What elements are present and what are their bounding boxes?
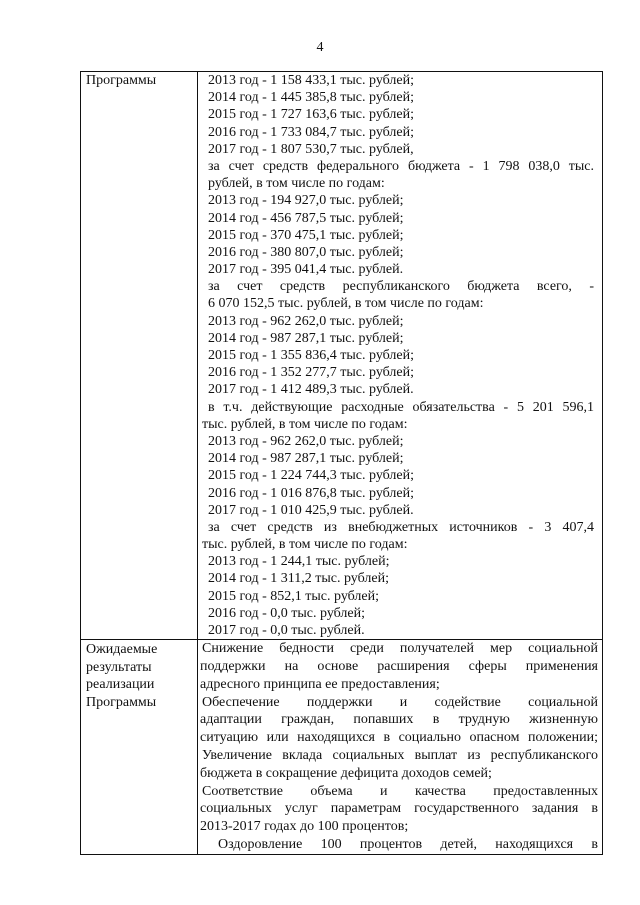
row-label-programs: Программы — [86, 73, 157, 88]
funding-line: 2017 год - 1 807 530,7 тыс. рублей, — [208, 141, 414, 157]
funding-line: тыс. рублей, в том числе по годам: — [202, 537, 408, 553]
funding-line: 2017 год - 0,0 тыс. рублей. — [208, 623, 365, 638]
funding-line: тыс. рублей, в том числе по годам: — [202, 416, 408, 432]
funding-cell — [198, 72, 603, 640]
funding-line: 2013 год - 1 158 433,1 тыс. рублей; — [208, 73, 415, 88]
funding-line: 6 070 152,5 тыс. рублей, в том числе по годам: — [208, 296, 484, 312]
results-line: ситуацию или находящихся в социально опасном положении; — [200, 730, 598, 746]
row-label-cell — [81, 640, 198, 855]
results-line: социальных услуг параметрам государственного задания в — [200, 801, 598, 817]
results-line: Увеличение вклада социальных выплат из республиканского — [202, 747, 598, 763]
funding-line: 2013 год - 194 927,0 тыс. рублей; — [208, 193, 404, 209]
results-line: бюджета в сокращение дефицита доходов семей; — [200, 765, 492, 781]
funding-line: 2014 год - 1 311,2 тыс. рублей; — [208, 571, 389, 587]
results-lines — [198, 640, 602, 854]
funding-line: 2013 год - 962 262,0 тыс. рублей; — [208, 313, 404, 329]
funding-line: 2013 год - 1 244,1 тыс. рублей; — [208, 554, 390, 570]
results-line: адресного принципа ее предоставления; — [200, 676, 440, 692]
funding-lines — [198, 72, 602, 639]
results-line: 2013-2017 годах до 100 процентов; — [200, 819, 409, 835]
funding-line: за счет средств из внебюджетных источников - 3 407,4 — [208, 519, 594, 535]
table-row-expected-results — [81, 640, 603, 855]
funding-line: 2013 год - 962 262,0 тыс. рублей; — [208, 433, 404, 449]
funding-line: рублей, в том числе по годам: — [208, 176, 385, 192]
funding-line: 2017 год - 395 041,4 тыс. рублей. — [208, 262, 404, 278]
results-line: Снижение бедности среди получателей мер социальной — [202, 641, 598, 657]
results-line: Оздоровление 100 процентов детей, находящихся в — [218, 836, 598, 852]
funding-line: 2014 год - 987 287,1 тыс. рублей; — [208, 330, 404, 346]
funding-line: 2017 год - 1 412 489,3 тыс. рублей. — [208, 382, 414, 398]
results-cell — [198, 640, 603, 855]
table-row-funding — [81, 72, 603, 640]
program-passport-table — [80, 71, 603, 855]
funding-line: 2016 год - 0,0 тыс. рублей; — [208, 605, 366, 621]
funding-line: 2015 год - 1 727 163,6 тыс. рублей; — [208, 107, 415, 123]
row-label-line: Программы — [86, 694, 157, 710]
row-label-expected-results — [81, 640, 197, 711]
funding-line: 2015 год - 1 355 836,4 тыс. рублей; — [208, 348, 415, 363]
funding-line: за счет средств республиканского бюджета всего, - — [208, 279, 594, 295]
page-number: 4 — [316, 40, 324, 55]
results-line: Соответствие объема и качества предоставленных — [202, 783, 598, 799]
funding-line: 2015 год - 370 475,1 тыс. рублей; — [208, 227, 404, 243]
funding-line: 2017 год - 1 010 425,9 тыс. рублей. — [208, 502, 414, 518]
funding-line: 2016 год - 1 352 277,7 тыс. рублей; — [208, 365, 415, 381]
funding-line: 2016 год - 1 016 876,8 тыс. рублей; — [208, 485, 415, 501]
funding-line: 2016 год - 380 807,0 тыс. рублей; — [208, 244, 404, 260]
funding-line: 2014 год - 987 287,1 тыс. рублей; — [208, 451, 404, 467]
funding-line: 2014 год - 456 787,5 тыс. рублей; — [208, 210, 404, 226]
results-line: поддержки на основе расширения сферы применения — [200, 658, 598, 674]
results-line: адаптации граждан, попавших в трудную жизненную — [200, 712, 598, 728]
funding-line: 2015 год - 1 224 744,3 тыс. рублей; — [208, 468, 415, 484]
row-label-line: Ожидаемые — [86, 642, 158, 658]
funding-line: за счет средств федерального бюджета - 1 798 038,0 тыс. — [208, 158, 594, 174]
row-label-line: реализации — [86, 677, 155, 693]
funding-line: 2016 год - 1 733 084,7 тыс. рублей; — [208, 124, 415, 140]
row-label-cell — [81, 72, 198, 640]
results-line: Обеспечение поддержки и содействие социальной — [202, 694, 598, 710]
row-label-line: результаты — [86, 659, 152, 675]
funding-line: 2014 год - 1 445 385,8 тыс. рублей; — [208, 90, 415, 106]
funding-line: 2015 год - 852,1 тыс. рублей; — [208, 588, 380, 604]
funding-line: в т.ч. действующие расходные обязательства - 5 201 596,1 — [208, 399, 594, 415]
